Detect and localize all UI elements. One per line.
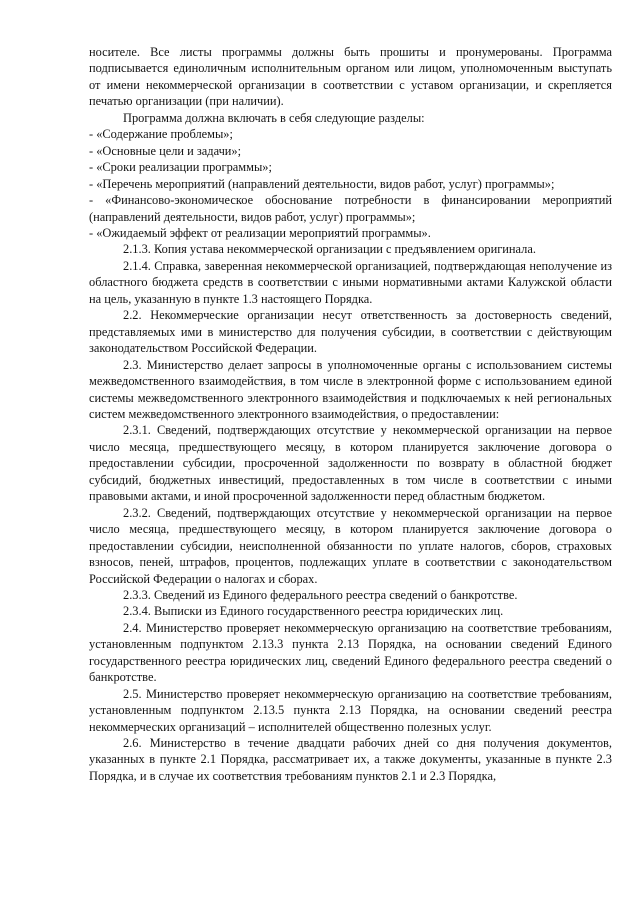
paragraph-program-sections-intro: Программа должна включать в себя следующие разделы: <box>123 110 425 125</box>
list-item-financial-justification: - «Финансово-экономическое обоснование потребности в финансировании мероприятий (направлений деятельности, видов работ, услуг) программы»; <box>89 193 612 224</box>
document-page <box>89 44 612 784</box>
paragraph-2-4: 2.4. Министерство проверяет некоммерческую организацию на соответствие требованиям, установленным подпунктом 2.13.3 пункта 2.13 Порядка, на основании сведений Единого государственного реестра юридических лиц, сведений Единого федерального реестра сведений о банкротстве. <box>89 620 612 685</box>
paragraph-2-3-2: 2.3.2. Сведений, подтверждающих отсутствие у некоммерческой организации на первое число месяца, предшествующего месяцу, в котором планируется заключение договора о предоставлении субсидии, неисполненной обязанности по уплате налогов, сборов, страховых взносов, пеней, штрафов, процентов, подлежащих уплате в соответствии с законодательством Российской Федерации о налогах и сборах. <box>89 505 612 586</box>
list-item-problem-content: - «Содержание проблемы»; <box>89 127 233 142</box>
paragraph-2-6: 2.6. Министерство в течение двадцати рабочих дней со дня получения документов, указанных в пункте 2.1 Порядка, рассматривает их, а также документы, указанные в пункте 2.3 Порядка, и в случае их соответствия требованиям пунктов 2.1 и 2.3 Порядка, <box>89 736 612 783</box>
paragraph-program-storage: носителе. Все листы программы должны быть прошиты и пронумерованы. Программа подписывается единоличным исполнительным органом или лицом, уполномоченным выступать от имени некоммерческой организации в соответствии с уставом организации, и скрепляется печатью организации (при наличии). <box>89 45 612 109</box>
paragraph-2-3-3: 2.3.3. Сведений из Единого федерального реестра сведений о банкротстве. <box>123 587 518 602</box>
paragraph-2-2: 2.2. Некоммерческие организации несут ответственность за достоверность сведений, представляемых ими в министерство для получения субсидии, в соответствии с действующим законодательством Российской Федерации. <box>89 308 612 356</box>
paragraph-2-3-1: 2.3.1. Сведений, подтверждающих отсутствие у некоммерческой организации на первое число месяца, предшествующего месяцу, в котором планируется заключение договора о предоставлении субсидии, просроченной задолженности по возврату в областной бюджет субсидий, бюджетных инвестиций, предоставленных в том числе в соответствии с иными правовыми актами, и иной просроченной задолженности перед областным бюджетом. <box>89 423 612 504</box>
paragraph-2-3: 2.3. Министерство делает запросы в уполномоченные органы с использованием системы межведомственного взаимодействия, в том числе в электронной форме с использованием единой системы межведомственного электронного взаимодействия и подключаемых к ней региональных систем межведомственного электронного взаимодействия, о предоставлении: <box>89 357 612 421</box>
list-item-expected-effect: - «Ожидаемый эффект от реализации мероприятий программы». <box>89 225 431 240</box>
list-item-goals: - «Основные цели и задачи»; <box>89 143 242 158</box>
paragraph-2-1-3: 2.1.3. Копия устава некоммерческой организации с предъявлением оригинала. <box>123 242 536 257</box>
list-item-timeline: - «Сроки реализации программы»; <box>89 160 272 175</box>
paragraph-2-3-4: 2.3.4. Выписки из Единого государственного реестра юридических лиц. <box>123 604 504 619</box>
paragraph-2-5: 2.5. Министерство проверяет некоммерческую организацию на соответствие требованиям, установленным подпунктом 2.13.5 пункта 2.13 Порядка, на основании сведений реестра некоммерческих организаций – исполнителей общественно полезных услуг. <box>89 686 612 734</box>
paragraph-2-1-4: 2.1.4. Справка, заверенная некоммерческой организацией, подтверждающая неполучение из областного бюджета средств в соответствии с иными нормативными актами Калужской области на цель, указанную в пункте 1.3 настоящего Порядка. <box>89 258 612 306</box>
list-item-activities: - «Перечень мероприятий (направлений деятельности, видов работ, услуг) программы»; <box>89 176 555 191</box>
